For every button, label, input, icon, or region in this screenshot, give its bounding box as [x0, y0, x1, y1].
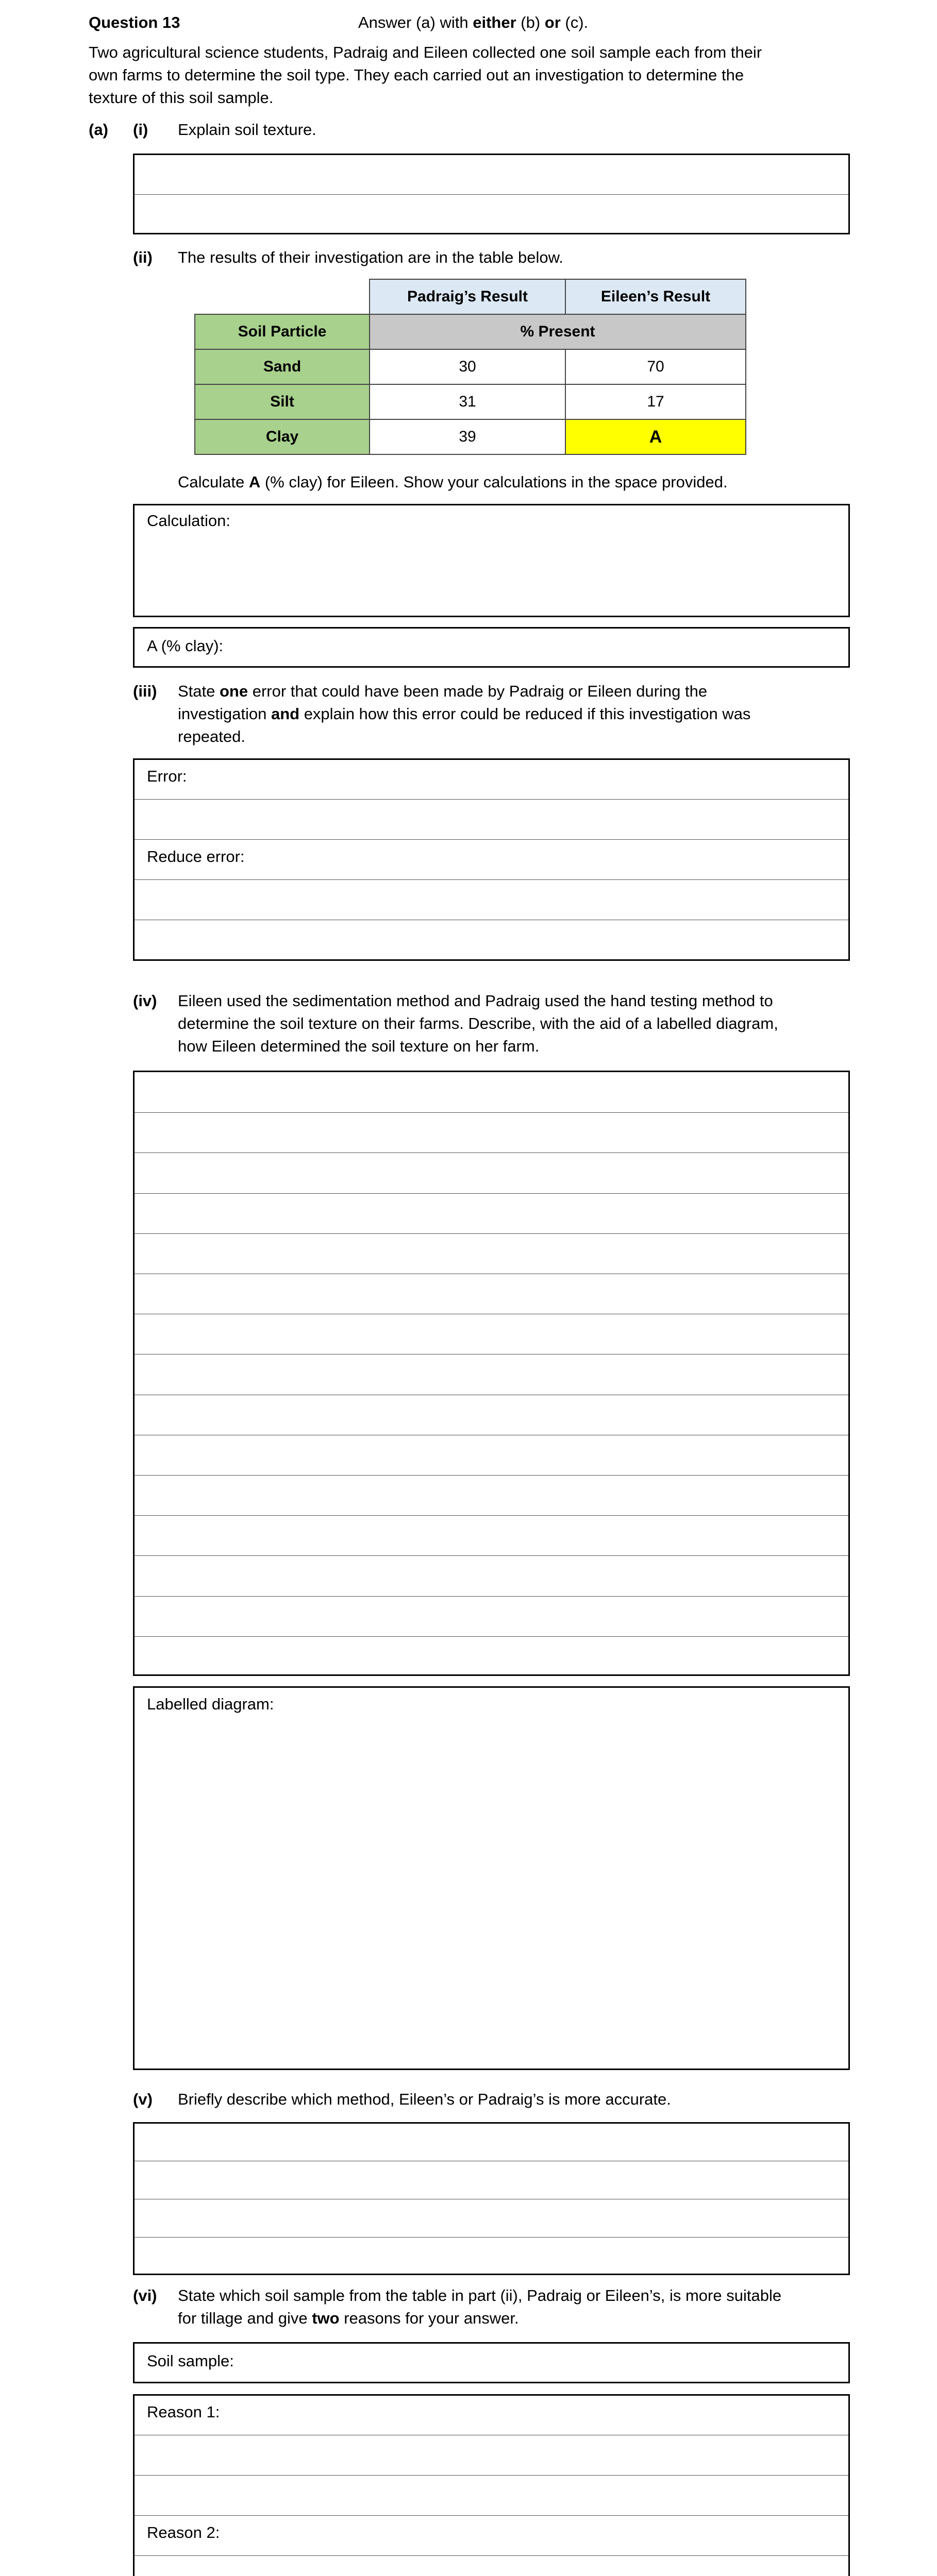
ruled-line	[135, 1555, 848, 1556]
clay-answer-label: A (% clay):	[147, 637, 224, 655]
error-label: Error:	[147, 767, 187, 785]
ruled-line	[135, 1515, 848, 1516]
col-header-eileen: Eileen’s Result	[565, 279, 746, 314]
part-ii-text: The results of their investigation are in the table below.	[178, 248, 563, 266]
reasons-box[interactable]	[133, 2394, 850, 2576]
part-v-text: Briefly describe which method, Eileen’s or Padraig’s is more accurate.	[178, 2090, 671, 2108]
part-v-label: (v)	[133, 2090, 153, 2108]
ruled-line	[135, 1233, 848, 1234]
ruled-line	[135, 1112, 848, 1113]
particle-silt: Silt	[195, 384, 370, 419]
table-blank-cell	[195, 279, 370, 314]
eileen-clay-value: A	[565, 419, 746, 454]
calculation-box[interactable]	[133, 504, 850, 617]
padraig-sand-value: 30	[370, 349, 565, 384]
ruled-line	[135, 1596, 848, 1597]
ruled-line	[135, 194, 848, 195]
answer-box-i[interactable]	[133, 154, 850, 234]
eileen-silt-value: 17	[565, 384, 746, 419]
part-iv-line-3: how Eileen determined the soil texture on her farm.	[178, 1037, 540, 1055]
ruled-line	[135, 2237, 848, 2238]
table-row	[195, 384, 746, 419]
part-iii-line-2: investigation and explain how this error could be reduced if this investigation was	[178, 705, 751, 723]
part-a-label: (a)	[89, 121, 108, 139]
col-header-padraig: Padraig’s Result	[370, 279, 565, 314]
part-vi-line-1: State which soil sample from the table in part (ii), Padraig or Eileen’s, is more suitable	[178, 2286, 782, 2304]
soil-sample-label: Soil sample:	[147, 2352, 234, 2370]
padraig-clay-value: 39	[370, 419, 565, 454]
part-iv-line-1: Eileen used the sedimentation method and Padraig used the hand testing method to	[178, 992, 773, 1010]
eileen-sand-value: 70	[565, 349, 746, 384]
part-vi-label: (vi)	[133, 2286, 157, 2304]
results-table	[194, 279, 746, 455]
part-vi-line-2: for tillage and give two reasons for your answer.	[178, 2309, 519, 2327]
ruled-line	[135, 2475, 848, 2476]
reason-1-label: Reason 1:	[147, 2403, 220, 2421]
part-i-text: Explain soil texture.	[178, 121, 316, 139]
part-iii-label: (iii)	[133, 682, 157, 700]
intro-line-1: Two agricultural science students, Padraig and Eileen collected one soil sample each from their	[89, 43, 762, 61]
part-iii-line-3: repeated.	[178, 727, 245, 745]
diagram-box[interactable]	[133, 1686, 850, 2070]
ruled-line	[135, 879, 848, 880]
ruled-line	[135, 2555, 848, 2556]
row-header-soil-particle: Soil Particle	[195, 314, 370, 349]
ruled-line	[135, 1193, 848, 1194]
intro-line-2: own farms to determine the soil type. They each carried out an investigation to determine the	[89, 66, 744, 84]
ruled-line	[135, 1475, 848, 1476]
header-percent-present: % Present	[370, 314, 746, 349]
ruled-line	[135, 799, 848, 800]
particle-sand: Sand	[195, 349, 370, 384]
question-instruction: Answer (a) with either (b) or (c).	[358, 13, 589, 31]
particle-clay: Clay	[195, 419, 370, 454]
table-row	[195, 349, 746, 384]
question-number: Question 13	[89, 13, 180, 31]
ruled-line	[135, 839, 848, 840]
part-iv-label: (iv)	[133, 992, 157, 1010]
part-ii-label: (ii)	[133, 248, 153, 266]
ruled-line	[135, 1636, 848, 1637]
padraig-silt-value: 31	[370, 384, 565, 419]
part-iv-line-2: determine the soil texture on their farms. Describe, with the aid of a labelled diagram,	[178, 1014, 778, 1032]
soil-sample-box[interactable]	[133, 2342, 850, 2383]
answer-box-iii[interactable]	[133, 758, 850, 961]
answer-box-v[interactable]	[133, 2122, 850, 2275]
diagram-label: Labelled diagram:	[147, 1695, 274, 1713]
reduce-error-label: Reduce error:	[147, 848, 245, 866]
part-ii-calc-text: Calculate A (% clay) for Eileen. Show your calculations in the space provided.	[178, 473, 728, 491]
part-i-label: (i)	[133, 121, 148, 139]
ruled-line	[135, 2515, 848, 2516]
reason-2-label: Reason 2:	[147, 2523, 220, 2541]
part-iii-line-1: State one error that could have been made by Padraig or Eileen during the	[178, 682, 708, 700]
answer-box-iv[interactable]	[133, 1071, 850, 1676]
calculation-label: Calculation:	[147, 512, 230, 530]
intro-line-3: texture of this soil sample.	[89, 89, 274, 107]
table-row	[195, 419, 746, 454]
clay-answer-box[interactable]	[133, 627, 850, 668]
